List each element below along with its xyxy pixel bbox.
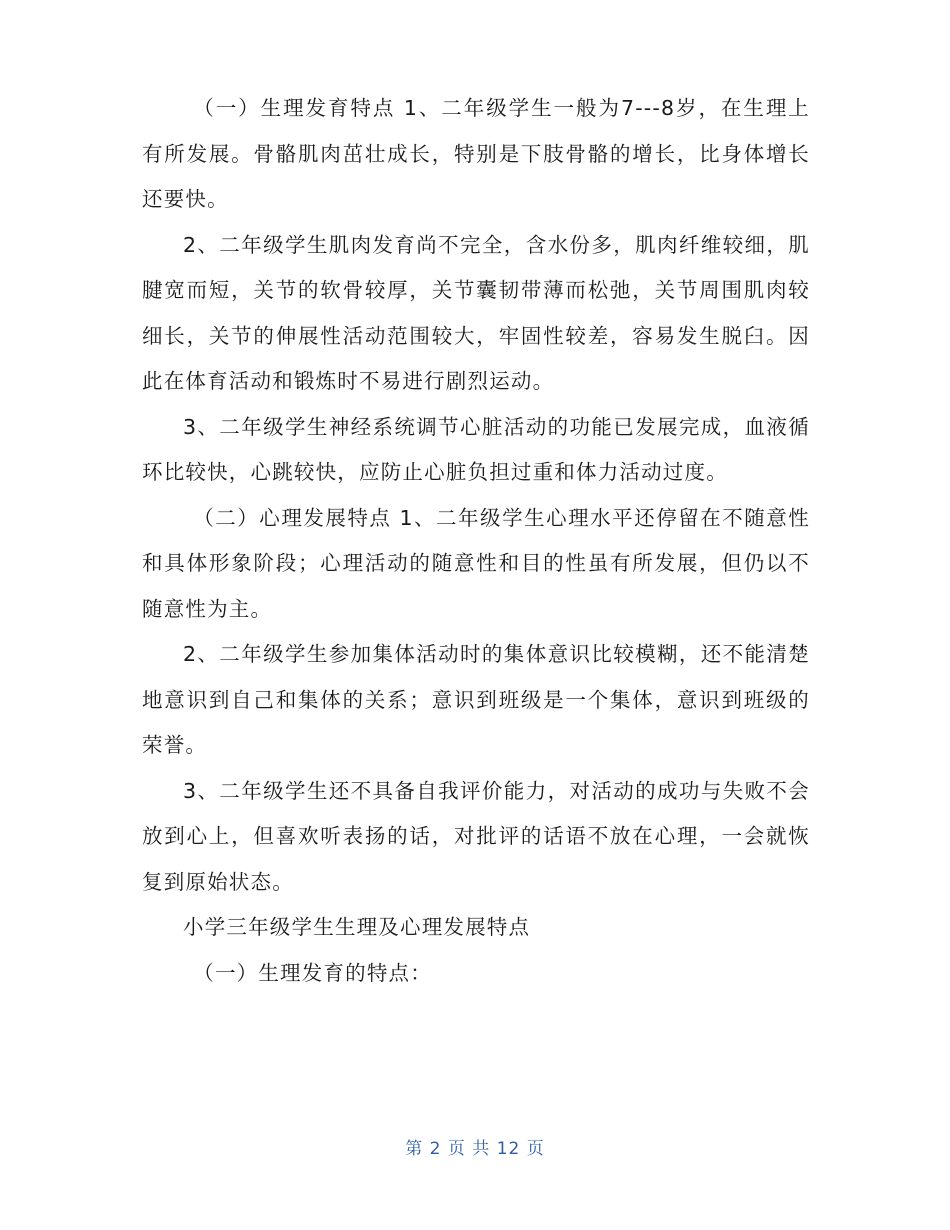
page-number-footer: 第 2 页 共 12 页 (405, 1139, 545, 1159)
section-heading-grade-three: 小学三年级学生生理及心理发展特点 (183, 915, 531, 939)
paragraph-physical-development-intro: （一）生理发育特点 1、二年级学生一般为7---8岁，在生理上有所发展。骨骼肌肉茁壮成长，特别是下肢骨骼的增长，比身体增长还要快。 (142, 96, 810, 211)
subsection-heading-physical: （一）生理发育的特点： (193, 960, 432, 985)
paragraph-nervous-system: 3、二年级学生神经系统调节心脏活动的功能已发展完成，血液循环比较快，心跳较快，应防止心脏负担过重和体力活动过度。 (142, 414, 810, 484)
paragraph-muscle-development: 2、二年级学生肌肉发育尚不完全，含水份多，肌肉纤维较细，肌腱宽而短，关节的软骨较厚，关节囊韧带薄而松弛，关节周围肌肉较细长，关节的伸展性活动范围较大，牢固性较差，容易发生脱臼。因此在体育活动和锻炼时不易进行剧烈运动。 (142, 232, 810, 393)
paragraph-self-evaluation: 3、二年级学生还不具备自我评价能力，对活动的成功与失败不会放到心上，但喜欢听表扬的话，对批评的话语不放在心理，一会就恢复到原始状态。 (142, 778, 810, 894)
paragraph-psychological-development-intro: （二）心理发展特点 1、二年级学生心理水平还停留在不随意性和具体形象阶段；心理活动的随意性和目的性虽有所发展，但仍以不随意性为主。 (142, 505, 810, 621)
page-body (142, 86, 810, 996)
paragraph-collective-awareness: 2、二年级学生参加集体活动时的集体意识比较模糊，还不能清楚地意识到自己和集体的关系；意识到班级是一个集体，意识到班级的荣誉。 (142, 642, 810, 757)
